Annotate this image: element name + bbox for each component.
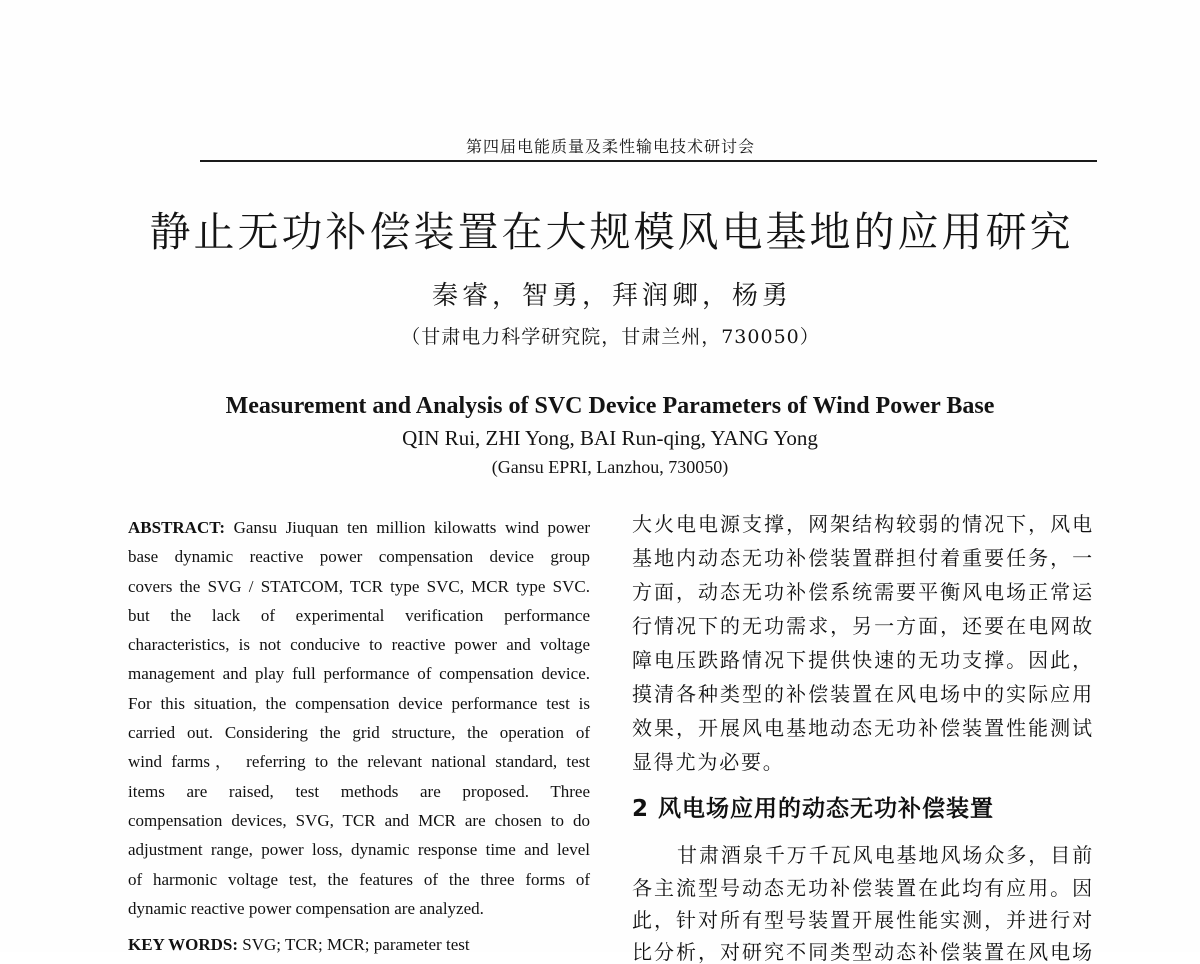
section-line: 各主流型号动态无功补偿装置在此均有应用。因: [632, 875, 1094, 900]
abstract-line: dynamic reactive power compensation are analyzed.: [128, 898, 484, 918]
abstract-line: For this situation, the compensation device performance test is: [128, 693, 590, 713]
affiliation-en: (Gansu EPRI, Lanzhou, 730050): [491, 457, 729, 477]
keywords: [128, 936, 590, 952]
authors-en: QIN Rui, ZHI Yong, BAI Run-qing, YANG Yong: [402, 426, 818, 450]
authors-cn: 秦睿，智勇，拜润卿，杨勇: [431, 281, 792, 311]
header-rule: [200, 160, 1097, 162]
abstract-line: carried out. Considering the grid structure, the operation of: [128, 723, 590, 743]
body-line: 方面，动态无功补偿系统需要平衡风电场正常运: [632, 580, 1094, 604]
body-line: 摸清各种类型的补偿装置在风电场中的实际应用: [632, 682, 1094, 706]
body-line: 显得尤为必要。: [632, 750, 785, 774]
affiliation-cn: （甘肃电力科学研究院，甘肃兰州，730050）: [401, 326, 820, 348]
section-heading: 2 风电场应用的动态无功补偿装置: [632, 796, 995, 822]
abstract-line: base dynamic reactive power compensation device group: [128, 547, 590, 567]
abstract-line: wind farms， referring to the relevant national standard, test: [128, 752, 590, 772]
keywords-text: SVG; TCR; MCR; parameter test: [242, 935, 470, 954]
section-line: 甘肃酒泉千万千瓦风电基地风场众多，目前: [677, 843, 1094, 867]
body-column-right: [632, 507, 1094, 779]
section-line: 此，针对所有型号装置开展性能实测，并进行对: [632, 908, 1094, 932]
body-line: 基地内动态无功补偿装置群担付着重要任务，一: [632, 546, 1094, 570]
abstract-line: but the lack of experimental verification performance: [128, 605, 590, 625]
body-line: 效果，开展风电基地动态无功补偿装置性能测试: [632, 716, 1094, 740]
keywords-label: KEY WORDS:: [128, 935, 239, 954]
paper-title-en: Measurement and Analysis of SVC Device Parameters of Wind Power Base: [225, 393, 995, 419]
body-line: 大火电电源支撑，网架结构较弱的情况下，风电: [632, 512, 1094, 536]
conference-header: 第四届电能质量及柔性输电技术研讨会: [465, 137, 755, 156]
abstract-line: compensation devices, SVG, TCR and MCR are chosen to do: [128, 810, 590, 830]
section-line: 比分析，对研究不同类型动态补偿装置在风电场: [632, 940, 1094, 964]
abstract-line: covers the SVG / STATCOM, TCR type SVC, MCR type SVC.: [128, 576, 590, 596]
abstract: [128, 513, 590, 923]
abstract-line: characteristics, is not conducive to reactive power and voltage: [128, 635, 590, 655]
abstract-line: adjustment range, power loss, dynamic response time and level: [128, 840, 590, 860]
abstract-label: ABSTRACT:: [128, 518, 225, 537]
abstract-line: management and play full performance of compensation device.: [128, 664, 590, 684]
section-body: [632, 839, 1094, 937]
abstract-line: items are raised, test methods are proposed. Three: [128, 781, 590, 801]
abstract-line: of harmonic voltage test, the features of the three forms of: [128, 869, 590, 889]
abstract-line: [128, 513, 590, 542]
abstract-line-text: Gansu Jiuquan ten million kilowatts wind power: [233, 518, 590, 537]
body-line: 行情况下的无功需求，另一方面，还要在电网故: [632, 614, 1094, 638]
paper-title-cn: 静止无功补偿装置在大规模风电基地的应用研究: [149, 208, 1074, 256]
body-line: 障电压跌路情况下提供快速的无功支撑。因此，: [632, 648, 1094, 672]
